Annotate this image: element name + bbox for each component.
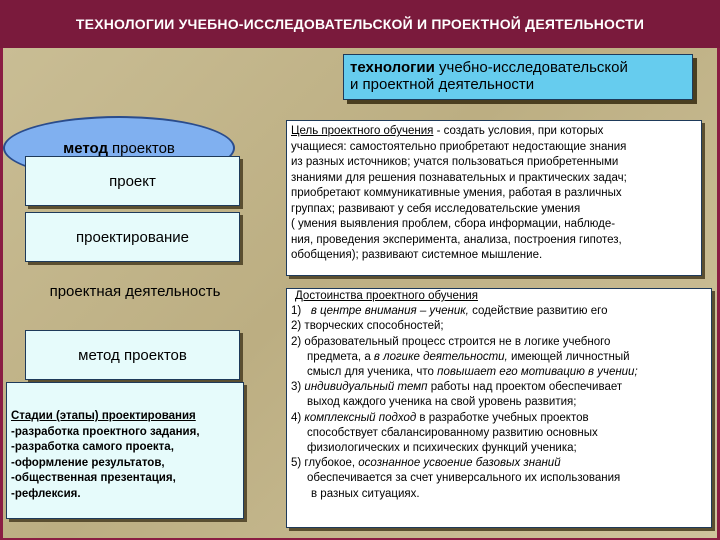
adv-text: предмета, а [307,350,374,363]
adv-line: обеспечивается за счет универсального их использования [307,472,621,485]
tech-line2: и проектной деятельности [350,76,535,93]
adv-text: имеющей личностный [507,350,630,363]
project-label: проект [109,172,156,190]
goal-line: учащиеся: самостоятельно приобретают недостающие знания [291,140,627,153]
project-box [25,156,240,206]
projecting-box [25,212,240,262]
adv-line: в разных ситуациях. [311,487,420,500]
goal-line: ( умения выявления проблем, сбора информации, наблюде- [291,218,616,230]
adv-text: содействие развитию его [468,305,608,318]
slide-body [3,48,717,538]
adv-text: смысл для ученика, что [307,366,438,379]
goal-line: обобщения); развивают системное мышление. [291,249,543,261]
goal-box [286,120,702,276]
ellipse-bold: метод [63,139,108,157]
stage-item: -разработка проектного задания, [11,425,200,438]
tech-rest: учебно-исследовательской [439,59,628,76]
adv-italic: комплексный подход [304,411,417,424]
stages-box [6,382,244,519]
method-label: метод проектов [78,346,187,364]
project-activity-label: проектная деятельность [49,283,221,300]
slide-title: ТЕХНОЛОГИИ УЧЕБНО-ИССЛЕДОВАТЕЛЬСКОЙ И ПРОЕКТНОЙ ДЕЯТЕЛЬНОСТИ [0,0,720,48]
adv-italic: повышает его мотивацию в учении; [437,366,638,379]
goal-line: приобретают коммуникативные умения, работая в различных [291,187,622,199]
goal-line: знаниями для решения познавательных и практических задач; [291,171,627,184]
goal-lead: Цель проектного обучения [291,125,434,137]
adv-italic: осознанное усвоение базовых знаний [358,457,561,470]
adv-text: в разработке учебных проектов [416,411,589,424]
adv-num: 1) [291,305,302,318]
tech-bold: технологии [350,59,435,76]
stage-item: -разработка самого проекта, [11,441,174,453]
method-box [25,330,240,380]
stage-item: -общественная презентация, [11,472,176,484]
goal-line: из разных источников; учатся пользоваться приобретенными [291,156,619,168]
adv-italic: в центре внимания – ученик, [310,305,469,318]
adv-line: выход каждого ученика на свой уровень развития; [307,396,577,409]
adv-line: способствует сбалансированному развитию основных [307,426,598,439]
adv-text: работы над проектом обеспечивает [427,381,623,394]
adv-italic: в логике деятельности, [373,350,508,363]
adv-line: 2) образовательный процесс строится не в логике учебного [291,335,611,348]
adv-italic: индивидуальный темп [304,381,428,394]
stages-heading: Стадии (этапы) проектирования [11,410,196,422]
adv-text: 5) глубокое, [291,457,359,470]
projecting-label: проектирование [76,228,189,246]
stage-item: -оформление результатов, [11,456,165,469]
adv-text: 3) [291,381,305,394]
adv-line: 2) творческих способностей; [291,320,444,333]
adv-line: физиологических и психических функций ученика; [307,442,577,455]
advantages-box [286,288,712,528]
adv-text: 4) [291,411,305,424]
ellipse-rest: проектов [111,139,175,157]
goal-line: - создать условия, при которых [433,125,604,137]
goal-line: группах; развивают у себя исследовательские умения [291,202,581,215]
goal-line: ния, проведения эксперимента, анализа, построения гипотез, [291,233,622,246]
adv-lead: Достоинства проектного обучения [295,290,478,302]
technologies-box [343,54,693,100]
stage-item: -рефлексия. [11,487,81,500]
